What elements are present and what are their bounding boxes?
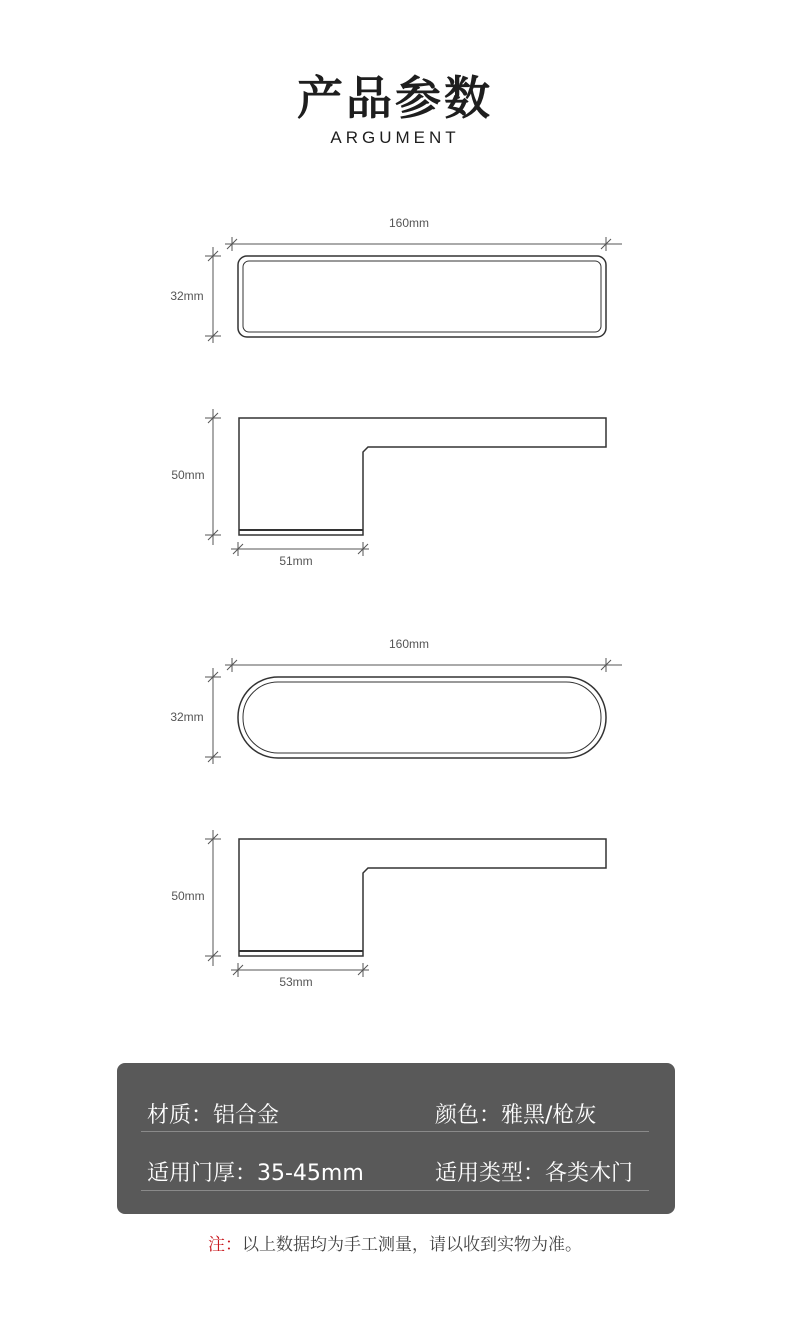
- footnote: [0, 1230, 790, 1255]
- handle-side-view-1: [205, 409, 606, 556]
- page-subtitle: ARGUMENT: [330, 128, 460, 147]
- page-title: 产品参数: [297, 71, 493, 125]
- spec-door-type: 适用类型：各类木门: [435, 1161, 634, 1186]
- spec-panel: [117, 1063, 675, 1214]
- footnote-text: 以上数据均为手工测量，请以收到实物为准。: [242, 1235, 582, 1255]
- spec-material: 材质：铝合金: [147, 1103, 280, 1128]
- footnote-label: 注：: [208, 1235, 242, 1255]
- dim-label-base-1: 51mm: [279, 554, 313, 568]
- dim-label-width-1: 160mm: [388, 216, 430, 230]
- spec-divider-1: [141, 1131, 649, 1132]
- handle-top-view-round: [205, 658, 622, 764]
- spec-door-thickness: 适用门厚：35-45mm: [147, 1161, 364, 1186]
- spec-color: 颜色：雅黑/枪灰: [435, 1103, 597, 1128]
- dim-label-height-4: 50mm: [171, 889, 205, 903]
- handle-side-view-2: [205, 830, 606, 977]
- handle-top-view-square: [205, 237, 622, 343]
- spec-divider-2: [141, 1190, 649, 1191]
- dim-label-height-1: 32mm: [170, 289, 204, 303]
- dim-label-height-3: 32mm: [170, 710, 204, 724]
- dim-label-height-2: 50mm: [171, 468, 205, 482]
- dim-label-base-2: 53mm: [279, 975, 313, 989]
- dim-label-width-2: 160mm: [388, 637, 430, 651]
